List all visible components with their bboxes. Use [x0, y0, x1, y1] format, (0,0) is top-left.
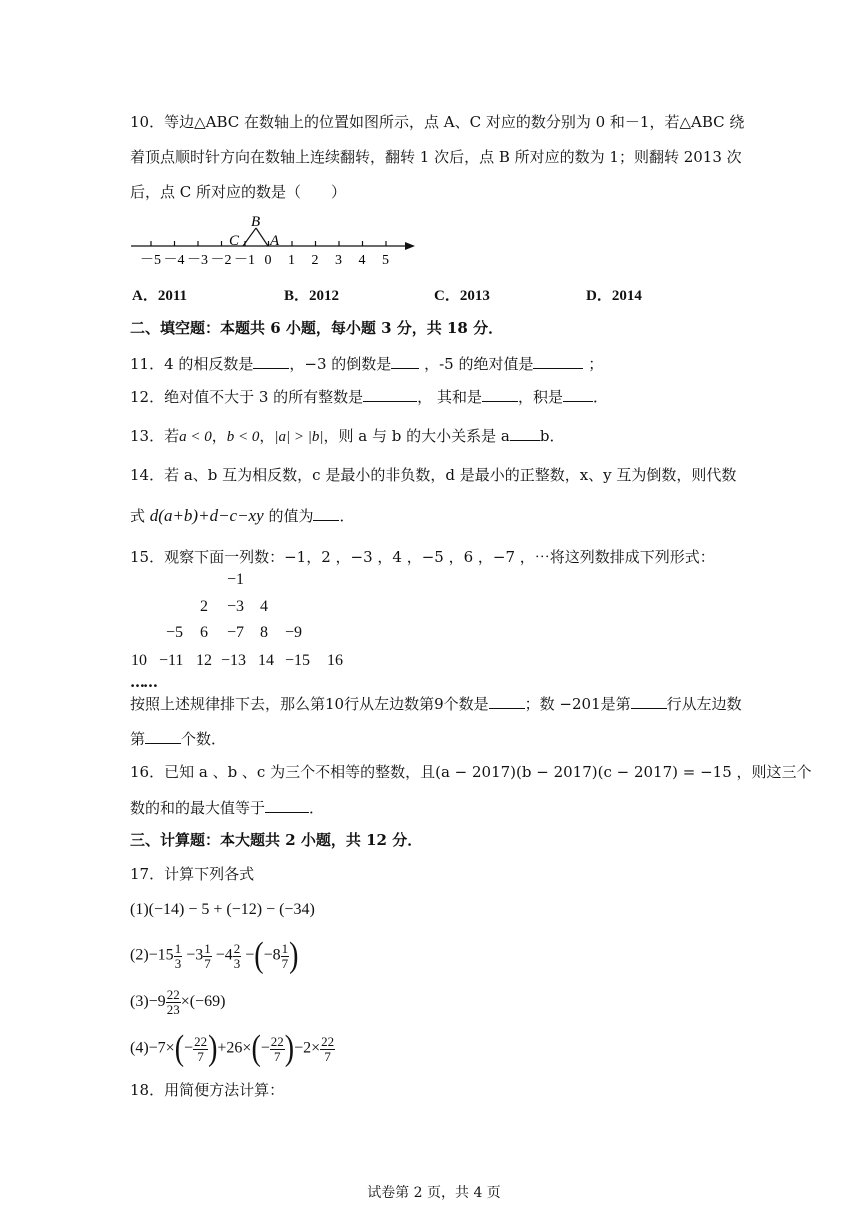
q10-line2: 着顶点顺时针方向在数轴上连续翻转，翻转 1 次后，点 B 所对应的数为 1；则翻转 2013 次 — [130, 148, 742, 166]
section2-heading: 二、填空题：本题共 6 小题，每小题 3 分，共 18 分． — [130, 319, 504, 337]
tick-label: 0 — [264, 253, 272, 268]
q17-part4: (4)−7×(− $\frac{22}{7}$ )+26×(− $\frac{22}{7}$ )−2× $\frac{22}{7}$ — [130, 1028, 335, 1069]
q14-line2: 式 d(a+b)+d−c−xy 的值为 ． — [130, 506, 355, 525]
q16-line2: 数的和的最大值等于 ． — [130, 799, 325, 817]
q13: 13．若a < 0，b < 0，|a| > |b|，则 a 与 b 的大小关系是 a b． — [130, 427, 565, 445]
q17-title: 17．计算下列各式 — [130, 865, 255, 883]
q17-part3: (3)−9 $\frac{22}{23}$ ×(−69) — [130, 987, 226, 1017]
tick-label: －5 — [140, 253, 161, 268]
option-c[interactable]: C．2013 — [434, 288, 490, 304]
q16-line1: 16．已知 a 、b 、c 为三个不相等的整数，且(a − 2017)(b − 2017)(c − 2017) = −15 ，则这三个 — [130, 763, 812, 781]
tick-label: 2 — [311, 253, 319, 268]
q11: 11．4 的相反数是 ，−3 的倒数是 ，-5 的绝对值是 ； — [130, 355, 604, 373]
q18: 18．用简便方法计算： — [130, 1081, 285, 1099]
q12: 12．绝对值不大于 3 的所有整数是 ， 其和是 ，积是 ． — [130, 388, 608, 406]
tick-label: －4 — [163, 253, 185, 268]
number-line-figure — [125, 210, 425, 270]
label-C: C — [229, 233, 240, 249]
tick-label: 5 — [382, 253, 389, 268]
option-d[interactable]: D．2014 — [586, 288, 642, 304]
tick-label: －3 — [187, 253, 208, 268]
q17-part1: (1)(−14) − 5 + (−12) − (−34) — [130, 901, 315, 918]
option-a[interactable]: A．2011 — [132, 288, 188, 304]
q15-line1: 15．观察下面一列数：−1，2 ，−3 ，4 ，−5 ，6 ，−7 ，⋯将这列数排成下列形式： — [130, 548, 715, 566]
q15-tail2: 第 个数． — [130, 730, 227, 748]
q15-tail1: 按照上述规律排下去，那么第10行从左边数第9个数是 ；数 −201是第 行从左边数 — [130, 695, 742, 713]
option-b[interactable]: B．2012 — [284, 288, 340, 304]
tick-label: －2 — [210, 253, 232, 268]
tick-label: －1 — [234, 253, 255, 268]
tick-label: 1 — [288, 253, 295, 268]
tick-label: 3 — [335, 253, 342, 268]
q10-line3: 后，点 C 所对应的数是（ ） — [130, 183, 347, 201]
q15-dots: …… — [130, 673, 156, 691]
q14-line1: 14．若 a、b 互为相反数，c 是最小的非负数，d 是最小的正整数，x、y 互为倒数，则代数 — [130, 466, 737, 484]
label-A: A — [270, 233, 280, 249]
label-B: B — [251, 214, 261, 230]
q10-line1: 10．等边△ABC 在数轴上的位置如图所示，点 A、C 对应的数分别为 0 和－1，若△ABC 绕 — [130, 113, 745, 131]
page-footer: 试卷第 2 页，共 4 页 — [367, 1185, 501, 1201]
tick-label: 4 — [358, 253, 366, 268]
q17-part2: (2)−15 $\frac{1}{3}$ −3 $\frac{1}{7}$ −4 $\frac{2}{3}$ −(−8 $\frac{1}{7}$ ) — [130, 935, 299, 976]
section3-heading: 三、计算题：本大题共 2 小题，共 12 分． — [130, 831, 423, 849]
